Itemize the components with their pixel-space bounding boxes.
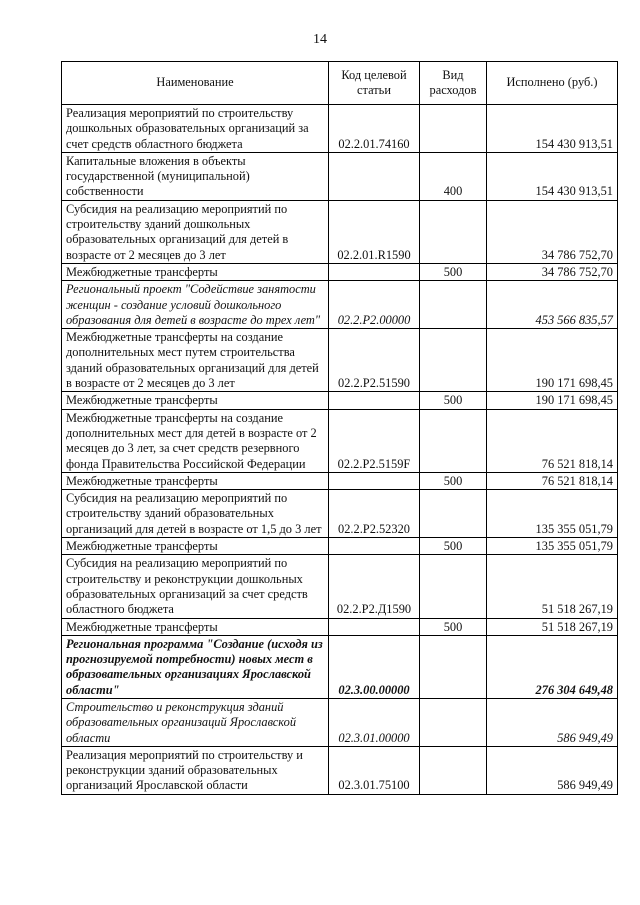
row-name: Капитальные вложения в объекты государственной (муниципальной) собственности bbox=[62, 152, 329, 200]
row-amount: 76 521 818,14 bbox=[487, 409, 618, 472]
row-code: 02.2.P2.5159F bbox=[329, 409, 420, 472]
row-vid bbox=[420, 555, 487, 618]
row-amount: 586 949,49 bbox=[487, 698, 618, 746]
row-amount: 135 355 051,79 bbox=[487, 538, 618, 555]
row-name: Региональная программа "Создание (исходя из прогнозируемой потребности) новых мест в образовательных организациях Ярославской области" bbox=[62, 635, 329, 698]
table-row bbox=[62, 281, 618, 329]
table-row bbox=[62, 105, 618, 153]
row-amount: 154 430 913,51 bbox=[487, 152, 618, 200]
row-vid bbox=[420, 746, 487, 794]
row-code: 02.2.P2.Д1590 bbox=[329, 555, 420, 618]
row-name: Межбюджетные трансферты на создание дополнительных мест путем строительства зданий образовательных организаций для детей в возрасте от 2 месяцев до 3 лет bbox=[62, 329, 329, 392]
table-row bbox=[62, 200, 618, 263]
table-row bbox=[62, 152, 618, 200]
table-row bbox=[62, 635, 618, 698]
row-name: Субсидия на реализацию мероприятий по строительству зданий дошкольных образовательных организаций для детей в возрасте от 2 месяцев до 3 лет bbox=[62, 200, 329, 263]
row-code: 02.2.01.74160 bbox=[329, 105, 420, 153]
row-vid bbox=[420, 200, 487, 263]
row-amount: 135 355 051,79 bbox=[487, 490, 618, 538]
row-name: Межбюджетные трансферты bbox=[62, 538, 329, 555]
row-vid: 500 bbox=[420, 263, 487, 280]
row-vid bbox=[420, 281, 487, 329]
table-row bbox=[62, 409, 618, 472]
table-row bbox=[62, 329, 618, 392]
row-vid: 400 bbox=[420, 152, 487, 200]
table-row bbox=[62, 555, 618, 618]
row-name: Межбюджетные трансферты на создание дополнительных мест для детей в возрасте от 2 месяцев до 3 лет, за счет средств резервного фонда Правительства Российской Федерации bbox=[62, 409, 329, 472]
row-name: Межбюджетные трансферты bbox=[62, 472, 329, 489]
table-row bbox=[62, 472, 618, 489]
row-code bbox=[329, 472, 420, 489]
row-amount: 190 171 698,45 bbox=[487, 392, 618, 409]
row-name: Субсидия на реализацию мероприятий по строительству и реконструкции дошкольных образовательных организаций за счет средств областного бюджета bbox=[62, 555, 329, 618]
row-code: 02.3.00.00000 bbox=[329, 635, 420, 698]
row-vid: 500 bbox=[420, 392, 487, 409]
row-code bbox=[329, 263, 420, 280]
row-name: Межбюджетные трансферты bbox=[62, 618, 329, 635]
row-name: Субсидия на реализацию мероприятий по строительству зданий образовательных организаций для детей в возрасте от 1,5 до 3 лет bbox=[62, 490, 329, 538]
header-code: Код целевой статьи bbox=[329, 62, 420, 105]
page-number: 14 bbox=[313, 32, 327, 47]
row-vid bbox=[420, 329, 487, 392]
row-vid: 500 bbox=[420, 618, 487, 635]
row-code: 02.2.P2.00000 bbox=[329, 281, 420, 329]
row-name: Межбюджетные трансферты bbox=[62, 263, 329, 280]
row-code: 02.3.01.75100 bbox=[329, 746, 420, 794]
row-code: 02.3.01.00000 bbox=[329, 698, 420, 746]
row-code: 02.2.P2.51590 bbox=[329, 329, 420, 392]
row-amount: 154 430 913,51 bbox=[487, 105, 618, 153]
table-row bbox=[62, 263, 618, 280]
row-vid bbox=[420, 635, 487, 698]
row-amount: 51 518 267,19 bbox=[487, 618, 618, 635]
header-vid: Вид расходов bbox=[420, 62, 487, 105]
row-amount: 586 949,49 bbox=[487, 746, 618, 794]
table-header-row bbox=[62, 62, 618, 105]
row-amount: 34 786 752,70 bbox=[487, 200, 618, 263]
table-row bbox=[62, 538, 618, 555]
row-amount: 76 521 818,14 bbox=[487, 472, 618, 489]
row-amount: 276 304 649,48 bbox=[487, 635, 618, 698]
row-name: Строительство и реконструкция зданий образовательных организаций Ярославской области bbox=[62, 698, 329, 746]
row-vid bbox=[420, 490, 487, 538]
budget-execution-table bbox=[61, 61, 618, 795]
row-amount: 453 566 835,57 bbox=[487, 281, 618, 329]
row-vid: 500 bbox=[420, 472, 487, 489]
header-name: Наименование bbox=[62, 62, 329, 105]
row-name: Реализация мероприятий по строительству дошкольных образовательных организаций за счет средств областного бюджета bbox=[62, 105, 329, 153]
row-code bbox=[329, 538, 420, 555]
table-row bbox=[62, 392, 618, 409]
row-code: 02.2.P2.52320 bbox=[329, 490, 420, 538]
row-code bbox=[329, 392, 420, 409]
row-amount: 51 518 267,19 bbox=[487, 555, 618, 618]
table-row bbox=[62, 746, 618, 794]
row-vid bbox=[420, 105, 487, 153]
table-row bbox=[62, 618, 618, 635]
row-vid: 500 bbox=[420, 538, 487, 555]
row-code: 02.2.01.R1590 bbox=[329, 200, 420, 263]
table-row bbox=[62, 698, 618, 746]
row-vid bbox=[420, 409, 487, 472]
header-amount: Исполнено (руб.) bbox=[487, 62, 618, 105]
row-code bbox=[329, 152, 420, 200]
row-name: Реализация мероприятий по строительству и реконструкции зданий образовательных организаций Ярославской области bbox=[62, 746, 329, 794]
row-amount: 190 171 698,45 bbox=[487, 329, 618, 392]
row-code bbox=[329, 618, 420, 635]
row-amount: 34 786 752,70 bbox=[487, 263, 618, 280]
row-name: Региональный проект "Содействие занятости женщин - создание условий дошкольного образования для детей в возрасте до трех лет" bbox=[62, 281, 329, 329]
row-name: Межбюджетные трансферты bbox=[62, 392, 329, 409]
row-vid bbox=[420, 698, 487, 746]
table-row bbox=[62, 490, 618, 538]
